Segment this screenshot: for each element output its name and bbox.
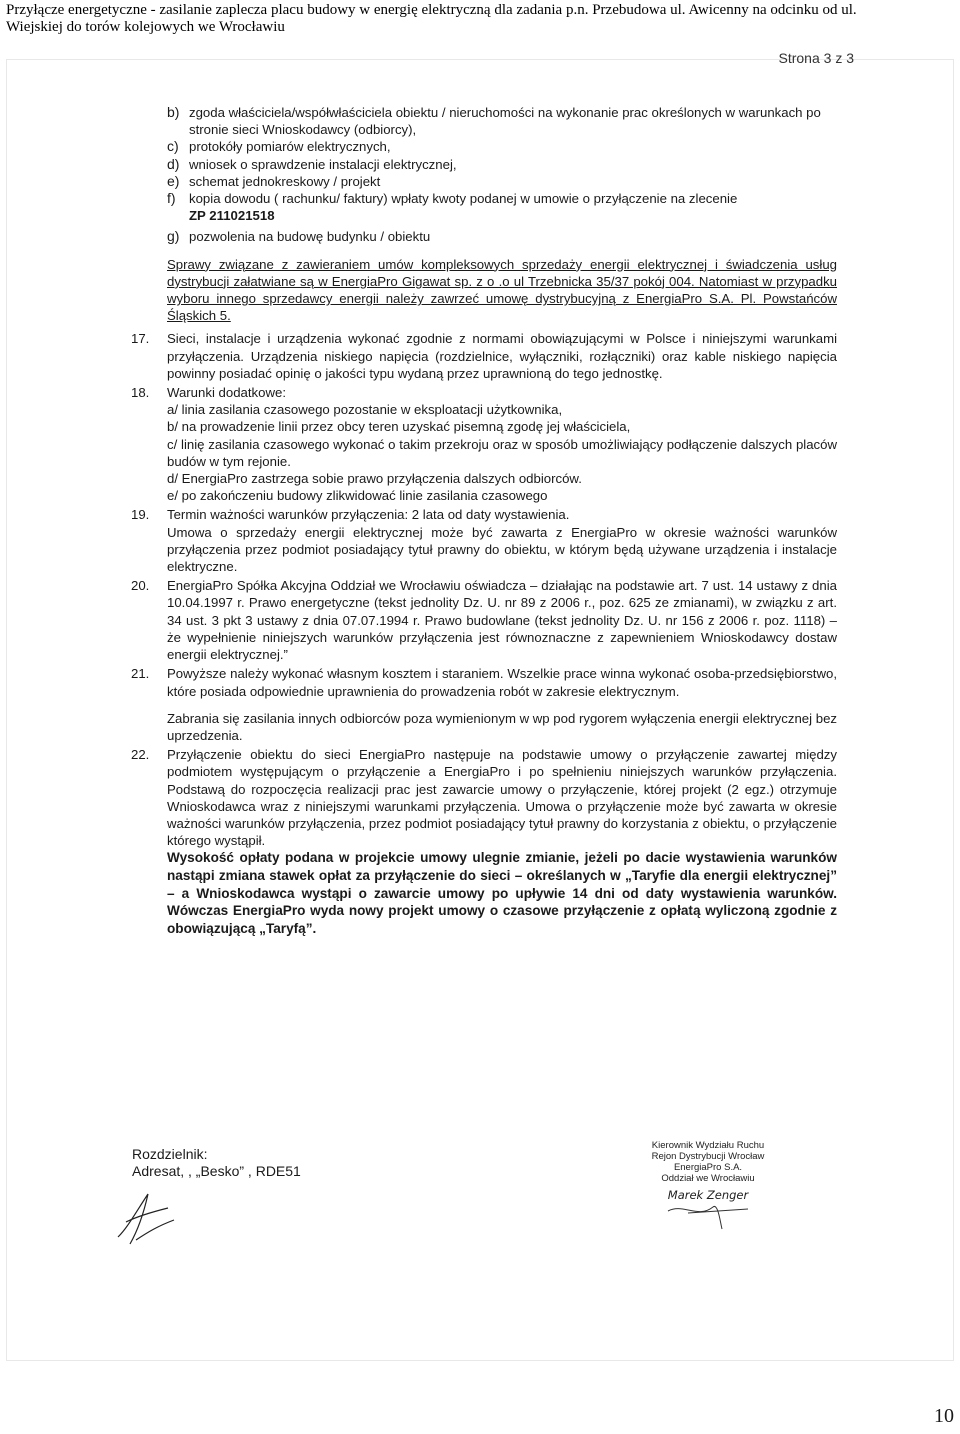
contracts-notice: Sprawy związane z zawieraniem umów kompleksowych sprzedaży energii elektrycznej i świadczenia usług dystrybucji załatwiane są w EnergiaPro Gigawat sp. z o .o ul Trzebnicka 35/37 pokój 004. Natomiast w przypadku wyboru innego sprzedawcy energii należy zawrzeć umowę dystrybucyjną z EnergiaPro S.A. Pl. Powstańców Śląskich 5. xyxy=(167,256,837,324)
list-text: wniosek o sprawdzenie instalacji elektrycznej, xyxy=(189,156,457,172)
stamp-line: Kierownik Wydziału Ruchu xyxy=(651,1140,765,1151)
list-label: f) xyxy=(167,190,176,207)
list-label: b) xyxy=(167,104,180,120)
list-item xyxy=(167,138,837,155)
list-item xyxy=(167,104,837,138)
stamp-signature-mark xyxy=(648,1201,768,1231)
list-item xyxy=(167,228,837,245)
distribution-recipients: Adresat, , „Besko” , RDE51 xyxy=(132,1163,301,1179)
section-number: 21. xyxy=(131,666,150,682)
list-text: zgoda właściciela/współwłaściciela obiektu / nieruchomości na wykonanie prac określonych w warunkach po stronie sieci Wnioskodawcy (odbiorcy), xyxy=(189,105,821,138)
section-text: Powyższe należy wykonać własnym kosztem i staraniem. Wszelkie prace winna wykonać osoba-przedsiębiorstwo, które posiada odpowiednie uprawnienia do prowadzenia robót w zakresie elektrycznym. xyxy=(167,666,837,699)
distribution-title: Rozdzielnik: xyxy=(132,1146,208,1162)
section-number: 19. xyxy=(131,507,150,523)
order-number: ZP 211021518 xyxy=(189,208,275,224)
stamp-line: Oddział we Wrocławiu xyxy=(661,1173,755,1184)
list-item xyxy=(167,173,837,190)
condition-a: a/ linia zasilania czasowego pozostanie w eksploatacji użytkownika, xyxy=(167,402,563,418)
section-number: 20. xyxy=(131,578,150,594)
list-label: d) xyxy=(167,155,180,172)
section-text: Przyłączenie obiektu do sieci EnergiaPro następuje na podstawie umowy o przyłączenie zawartej między podmiotem występującym o przyłączenie a EnergiaPro i po spełnieniu niniejszych warunków przyłączenia. Podstawą do rozpoczęcia realizacji prac jest zawarcie umowy o przyłączenie, której projekt (2 egz.) otrzymuje Wnioskodawca wraz z niniejszymi warunkami przyłączenia. Umowa o przyłączenie może być zawarta w okresie ważności warunków przyłączenia, przez podmiot posiadający tytuł prawny do korzystania z obiektu, o przyłączenie którego wystąpił. xyxy=(167,747,837,849)
section-text: EnergiaPro Spółka Akcyjna Oddział we Wrocławiu oświadcza – działając na podstawie art. 7 ust. 14 ustawy z dnia 10.04.1997 r. Prawo energetyczne (tekst jednolity Dz. U. nr 89 z 2006 r., poz. 625 ze zmianami), w związku z art. 34 ust. 3 pkt 3 ustawy z dnia 07.07.1994 r. Prawo budowlane (tekst jednolity Dz. U. nr 156 z 2006 r. poz. 1118) – że wypełnienie niniejszych warunków przyłączenia jest równoznaczne z zapewnieniem Wnioskodawcy dostaw energii elektrycznej.” xyxy=(167,578,837,663)
signatory-name: Marek Zenger xyxy=(667,1188,749,1202)
section-text: Zabrania się zasilania innych odbiorców poza wymienionym w wp pod rygorem wyłączenia energii elektrycznej bez uprzedzenia. xyxy=(167,710,837,743)
section-heading: Warunki dodatkowe: xyxy=(167,385,286,401)
list-text: schemat jednokreskowy / projekt xyxy=(189,173,381,189)
list-text: kopia dowodu ( rachunku/ faktury) wpłaty kwoty podanej w umowie o przyłączenie na zlecenie xyxy=(189,191,738,207)
header-line-2: Wiejskiej do torów kolejowych we Wrocławiu xyxy=(6,19,285,35)
attachment-list xyxy=(167,104,837,246)
distribution-list xyxy=(132,1146,301,1180)
condition-e: e/ po zakończeniu budowy zlikwidować linie zasilania czasowego xyxy=(167,488,548,504)
header-line-1: Przyłącze energetyczne - zasilanie zaplecza placu budowy w energię elektryczną dla zadania p.n. Przebudowa ul. Awicenny na odcinku od ul. xyxy=(6,2,857,18)
stamp-line: Rejon Dystrybucji Wrocław xyxy=(651,1151,765,1162)
section-text: Umowa o sprzedaży energii elektrycznej może być zawarta z EnergiaPro w okresie ważności warunków przyłączenia przez podmiot posiadający tytuł prawny do obiektu, w którym będą używane urządzenia i instalacje elektryczne. xyxy=(167,524,837,575)
list-item xyxy=(167,156,837,173)
official-stamp xyxy=(628,1140,788,1234)
section-22 xyxy=(127,746,837,937)
list-label: c) xyxy=(167,138,179,155)
page-number: 10 xyxy=(934,1405,954,1427)
condition-c: c/ linię zasilania czasowego wykonać o takim przekroju oraz w sposób umożliwiający podłączenie dalszych placów budów w tym rejonie. xyxy=(167,436,837,469)
section-19 xyxy=(127,506,837,575)
list-label: g) xyxy=(167,228,180,245)
section-20 xyxy=(127,577,837,663)
page-label: Strona 3 z 3 xyxy=(778,50,854,66)
list-text: protokóły pomiarów elektrycznych, xyxy=(189,139,391,155)
condition-d: d/ EnergiaPro zastrzega sobie prawo przyłączenia dalszych odbiorców. xyxy=(167,471,582,487)
validity-term: Termin ważności warunków przyłączenia: 2 lata od daty wystawienia. xyxy=(167,507,570,523)
section-21 xyxy=(127,665,837,744)
list-label: e) xyxy=(167,172,180,189)
stamp-line: EnergiaPro S.A. xyxy=(673,1162,743,1173)
section-number: 22. xyxy=(131,747,150,763)
list-text: pozwolenia na budowę budynku / obiektu xyxy=(189,229,431,245)
document-body xyxy=(127,104,837,937)
fee-notice: Wysokość opłaty podana w projekcie umowy ulegnie zmianie, jeżeli po dacie wystawienia warunków nastąpi zmiana stawek opłat za przyłączenie do sieci – określanych w „Taryfie dla energii elektrycznej” – a Wnioskodawca wystąpi o zawarcie umowy po upływie 14 dni od daty wystawienia warunków. Wówczas EnergiaPro wyda nowy projekt umowy o czasowe przyłączenie z opłatą wyliczoną zgodnie z obowiązującą „Taryfą”. xyxy=(167,850,837,936)
section-number: 17. xyxy=(131,331,150,347)
section-number: 18. xyxy=(131,385,150,401)
condition-b: b/ na prowadzenie linii przez obcy teren uzyskać pisemną zgodę jej właściciela, xyxy=(167,419,631,435)
section-17 xyxy=(127,330,837,382)
list-item xyxy=(167,190,837,207)
section-18 xyxy=(127,384,837,504)
handwritten-signature xyxy=(108,1182,188,1252)
document-header xyxy=(6,2,946,36)
section-text: Sieci, instalacje i urządzenia wykonać zgodnie z normami obowiązującymi w Polsce i niniejszymi warunkami przyłączenia. Urządzenia niskiego napięcia (rozdzielnice, wyłączniki, rozłączniki) oraz kable niskiego napięcia powinny posiadać opinię o jakości typu wydaną przez uprawnioną do tego jednostkę. xyxy=(167,331,837,381)
